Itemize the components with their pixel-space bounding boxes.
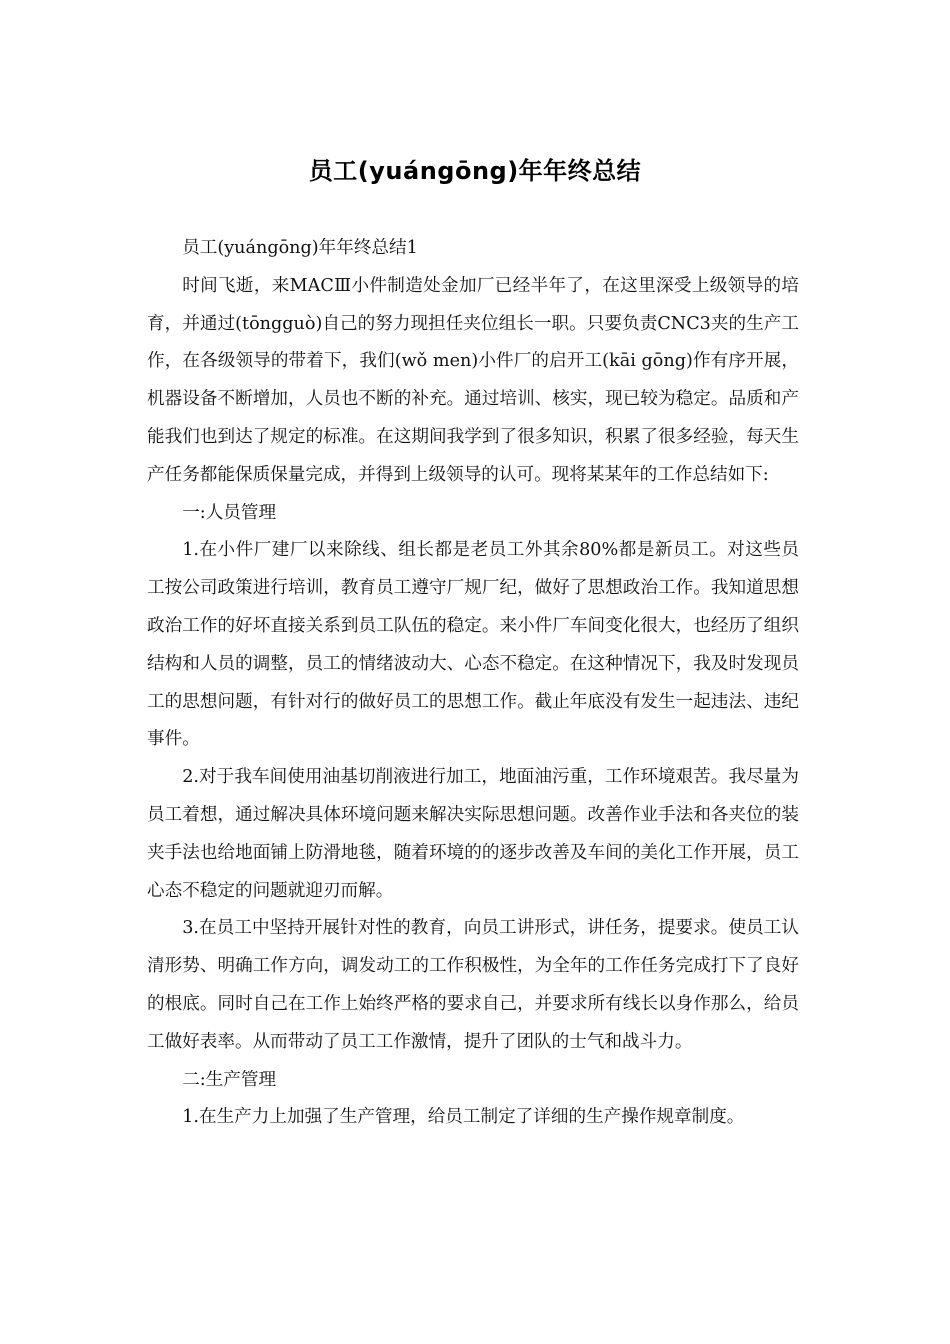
document-body bbox=[147, 230, 799, 1137]
section-heading: 一:人员管理 bbox=[182, 502, 277, 523]
section-heading: 员工(yuángōng)年年终总结1 bbox=[182, 238, 418, 258]
document-title: 员工(yuángōng)年年终总结 bbox=[308, 157, 642, 185]
paragraph: 2.对于我车间使用油基切削液进行加工，地面油污重，工作环境艰苦。我尽量为员工着想，通过解决具体环境问题来解决实际思想问题。改善作业手法和各夹位的装夹手法也给地面铺上防滑地毯，随着环境的的逐步改善及车间的美化工作开展，员工心态不稳定的问题就迎刃而解。 bbox=[147, 767, 799, 901]
paragraph: 1.在小件厂建厂以来除线、组长都是老员工外其余80%都是新员工。对这些员工按公司政策进行培训，教育员工遵守厂规厂纪，做好了思想政治工作。我知道思想政治工作的好坏直接关系到员工队伍的稳定。来小件厂车间变化很大，也经历了组织结构和人员的调整，员工的情绪波动大、心态不稳定。在这种情况下，我及时发现员工的思想问题，有针对行的做好员工的思想工作。截止年底没有发生一起违法、违纪事件。 bbox=[147, 540, 799, 750]
paragraph: 3.在员工中坚持开展针对性的教育，向员工讲形式，讲任务，提要求。使员工认清形势、明确工作方向，调发动工的工作积极性，为全年的工作任务完成打下了良好的根底。同时自己在工作上始终严格的要求自己，并要求所有线长以身作那么，给员工做好表率。从而带动了员工工作激情，提升了团队的士气和战斗力。 bbox=[147, 918, 799, 1052]
paragraph: 1.在生产力上加强了生产管理，给员工制定了详细的生产操作规章制度。 bbox=[182, 1107, 745, 1128]
paragraph: 时间飞逝，来MACⅢ小件制造处金加厂已经半年了，在这里深受上级领导的培育，并通过(tōngguò)自己的努力现担任夹位组长一职。只要负责CNC3夹的生产工作，在各级领导的带着下，我们(wǒ men)小件厂的启开工(kāi gōng)作有序开展，机器设备不断增加，人员也不断的补充。通过培训、核实，现已较为稳定。品质和产能我们也到达了规定的标准。在这期间我学到了很多知识，积累了很多经验，每天生产任务都能保质保量完成，并得到上级领导的认可。现将某某年的工作总结如下: bbox=[147, 275, 799, 485]
section-heading: 二:生产管理 bbox=[182, 1069, 277, 1090]
